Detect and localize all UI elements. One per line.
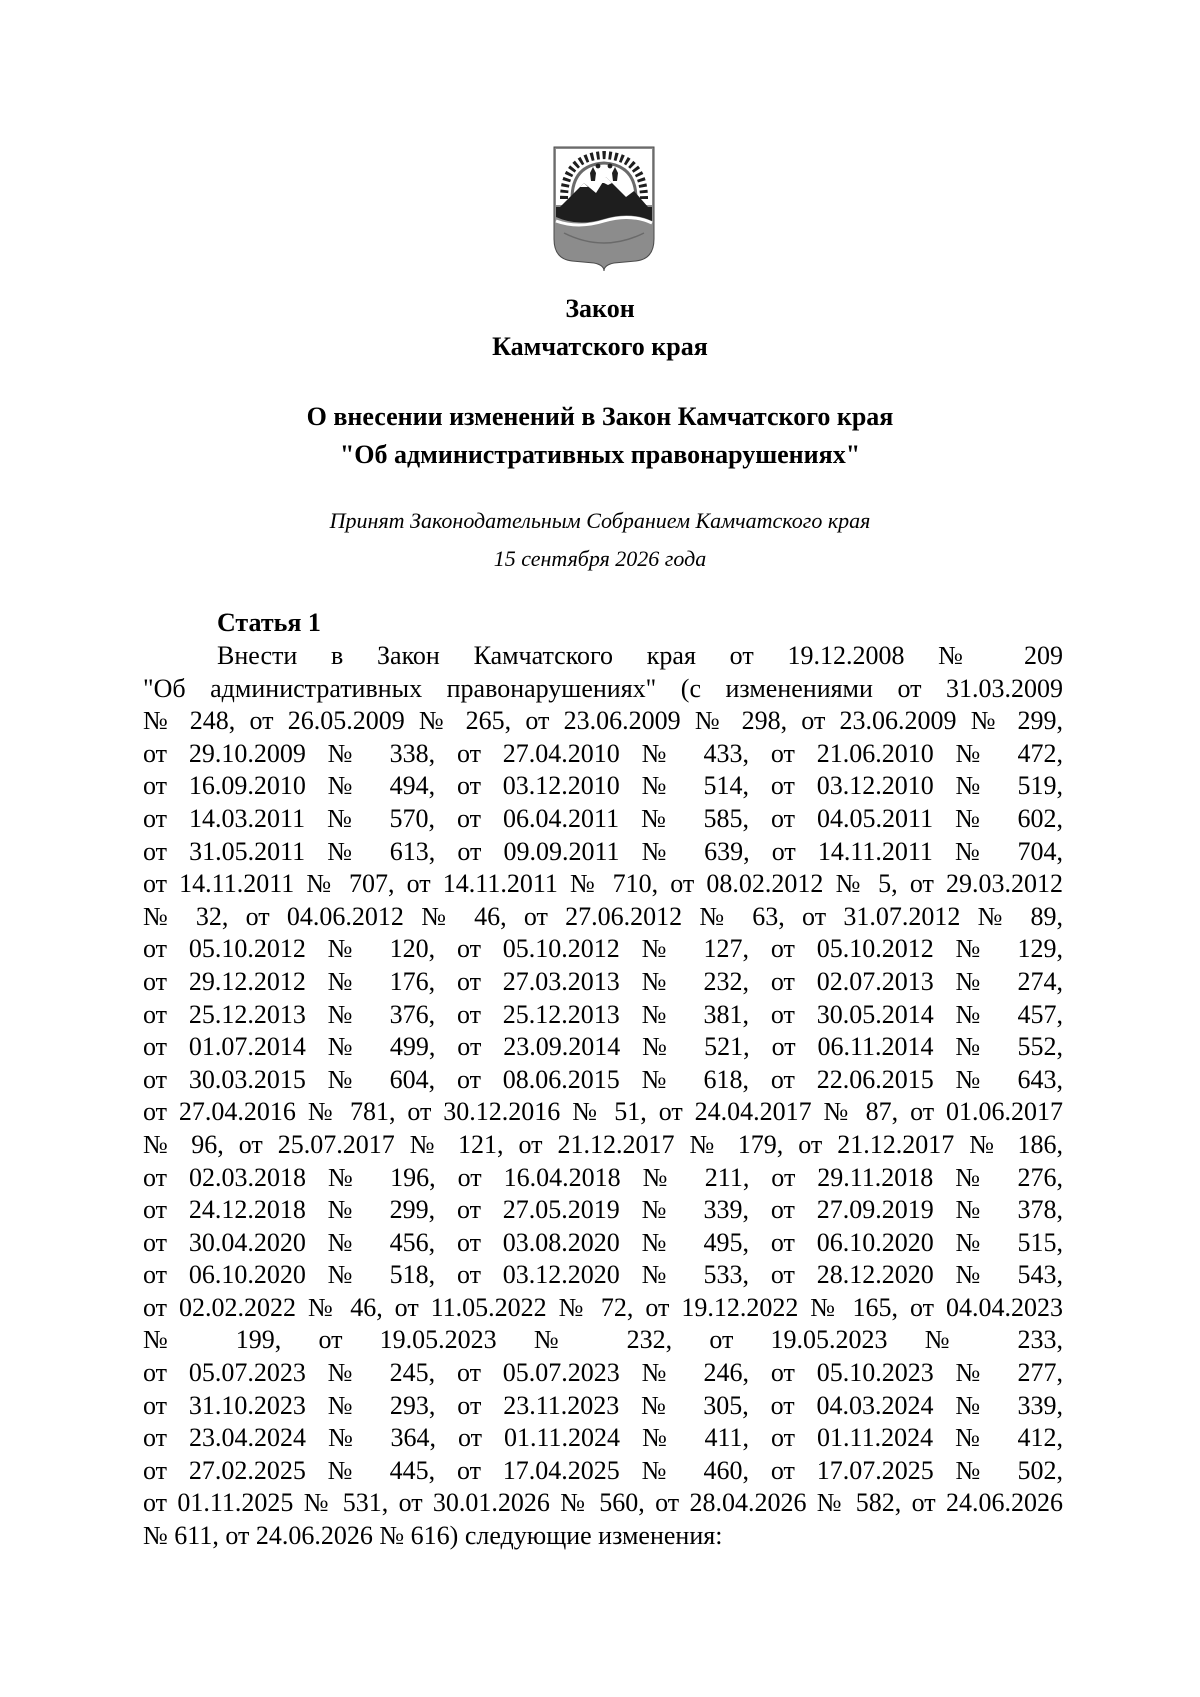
article-line: от 30.04.2020 № 456, от 03.08.2020 № 495, от 06.10.2020 № 515,: [143, 1227, 1063, 1257]
article-line: от 31.10.2023 № 293, от 23.11.2023 № 305, от 04.03.2024 № 339,: [143, 1390, 1063, 1420]
article-line: от 05.10.2012 № 120, от 05.10.2012 № 127, от 05.10.2012 № 129,: [143, 934, 1063, 964]
article-line: от 01.07.2014 № 499, от 23.09.2014 № 521, от 06.11.2014 № 552,: [143, 1032, 1063, 1062]
article-line: от 02.02.2022 № 46, от 11.05.2022 № 72, от 19.12.2022 № 165, от 04.04.2023: [143, 1292, 1063, 1322]
subject-title-line-1: О внесении изменений в Закон Камчатского края: [306, 402, 894, 431]
law-subject-title: [0, 398, 1200, 474]
article-line: № 96, от 25.07.2017 № 121, от 21.12.2017 № 179, от 21.12.2017 № 186,: [143, 1129, 1063, 1159]
article-line: от 31.05.2011 № 613, от 09.09.2011 № 639, от 14.11.2011 № 704,: [143, 836, 1063, 866]
article-line: № 248, от 26.05.2009 № 265, от 23.06.2009 № 298, от 23.06.2009 № 299,: [143, 706, 1063, 736]
adoption-note-line-1: Принят Законодательным Собранием Камчатского края: [329, 508, 871, 533]
article-line: от 02.03.2018 № 196, от 16.04.2018 № 211, от 29.11.2018 № 276,: [143, 1162, 1063, 1192]
article-line: от 16.09.2010 № 494, от 03.12.2010 № 514, от 03.12.2010 № 519,: [143, 771, 1063, 801]
adoption-date: 15 сентября 2026 года: [493, 546, 707, 571]
article-line: от 23.04.2024 № 364, от 01.11.2024 № 411, от 01.11.2024 № 412,: [143, 1423, 1063, 1453]
law-title-line-2: Камчатского края: [492, 332, 708, 361]
article-line: от 29.12.2012 № 176, от 27.03.2013 № 232, от 02.07.2013 № 274,: [143, 966, 1063, 996]
article-line: от 29.10.2009 № 338, от 27.04.2010 № 433, от 21.06.2010 № 472,: [143, 738, 1063, 768]
article-line: от 25.12.2013 № 376, от 25.12.2013 № 381, от 30.05.2014 № 457,: [143, 999, 1063, 1029]
article-line: "Об административных правонарушениях" (с изменениями от 31.03.2009: [143, 673, 1063, 703]
article-heading: Статья 1: [217, 608, 321, 637]
article-line: № 611, от 24.06.2026 № 616) следующие изменения:: [143, 1521, 723, 1551]
coat-of-arms-icon: [550, 143, 658, 272]
law-title-line-1: Закон: [565, 294, 635, 323]
article-line: № 32, от 04.06.2012 № 46, от 27.06.2012 № 63, от 31.07.2012 № 89,: [143, 901, 1063, 931]
article-line: от 06.10.2020 № 518, от 03.12.2020 № 533, от 28.12.2020 № 543,: [143, 1260, 1063, 1290]
subject-title-line-2: "Об административных правонарушениях": [339, 440, 861, 469]
article-line: Внести в Закон Камчатского края от 19.12.2008 № 209: [217, 641, 1063, 670]
article-line: от 14.11.2011 № 707, от 14.11.2011 № 710, от 08.02.2012 № 5, от 29.03.2012: [143, 869, 1063, 899]
article-body: [143, 640, 1063, 1553]
article-line: от 14.03.2011 № 570, от 06.04.2011 № 585, от 04.05.2011 № 602,: [143, 803, 1063, 833]
adoption-note: [0, 502, 1200, 578]
article-line: от 01.11.2025 № 531, от 30.01.2026 № 560, от 28.04.2026 № 582, от 24.06.2026: [143, 1488, 1063, 1518]
article-line: от 27.02.2025 № 445, от 17.04.2025 № 460, от 17.07.2025 № 502,: [143, 1455, 1063, 1485]
article-line: от 24.12.2018 № 299, от 27.05.2019 № 339, от 27.09.2019 № 378,: [143, 1195, 1063, 1225]
law-title: [0, 290, 1200, 366]
article-line: № 199, от 19.05.2023 № 232, от 19.05.2023 № 233,: [143, 1325, 1063, 1355]
article-line: от 30.03.2015 № 604, от 08.06.2015 № 618, от 22.06.2015 № 643,: [143, 1064, 1063, 1094]
article-line: от 27.04.2016 № 781, от 30.12.2016 № 51, от 24.04.2017 № 87, от 01.06.2017: [143, 1097, 1063, 1127]
article-line: от 05.07.2023 № 245, от 05.07.2023 № 246, от 05.10.2023 № 277,: [143, 1358, 1063, 1388]
